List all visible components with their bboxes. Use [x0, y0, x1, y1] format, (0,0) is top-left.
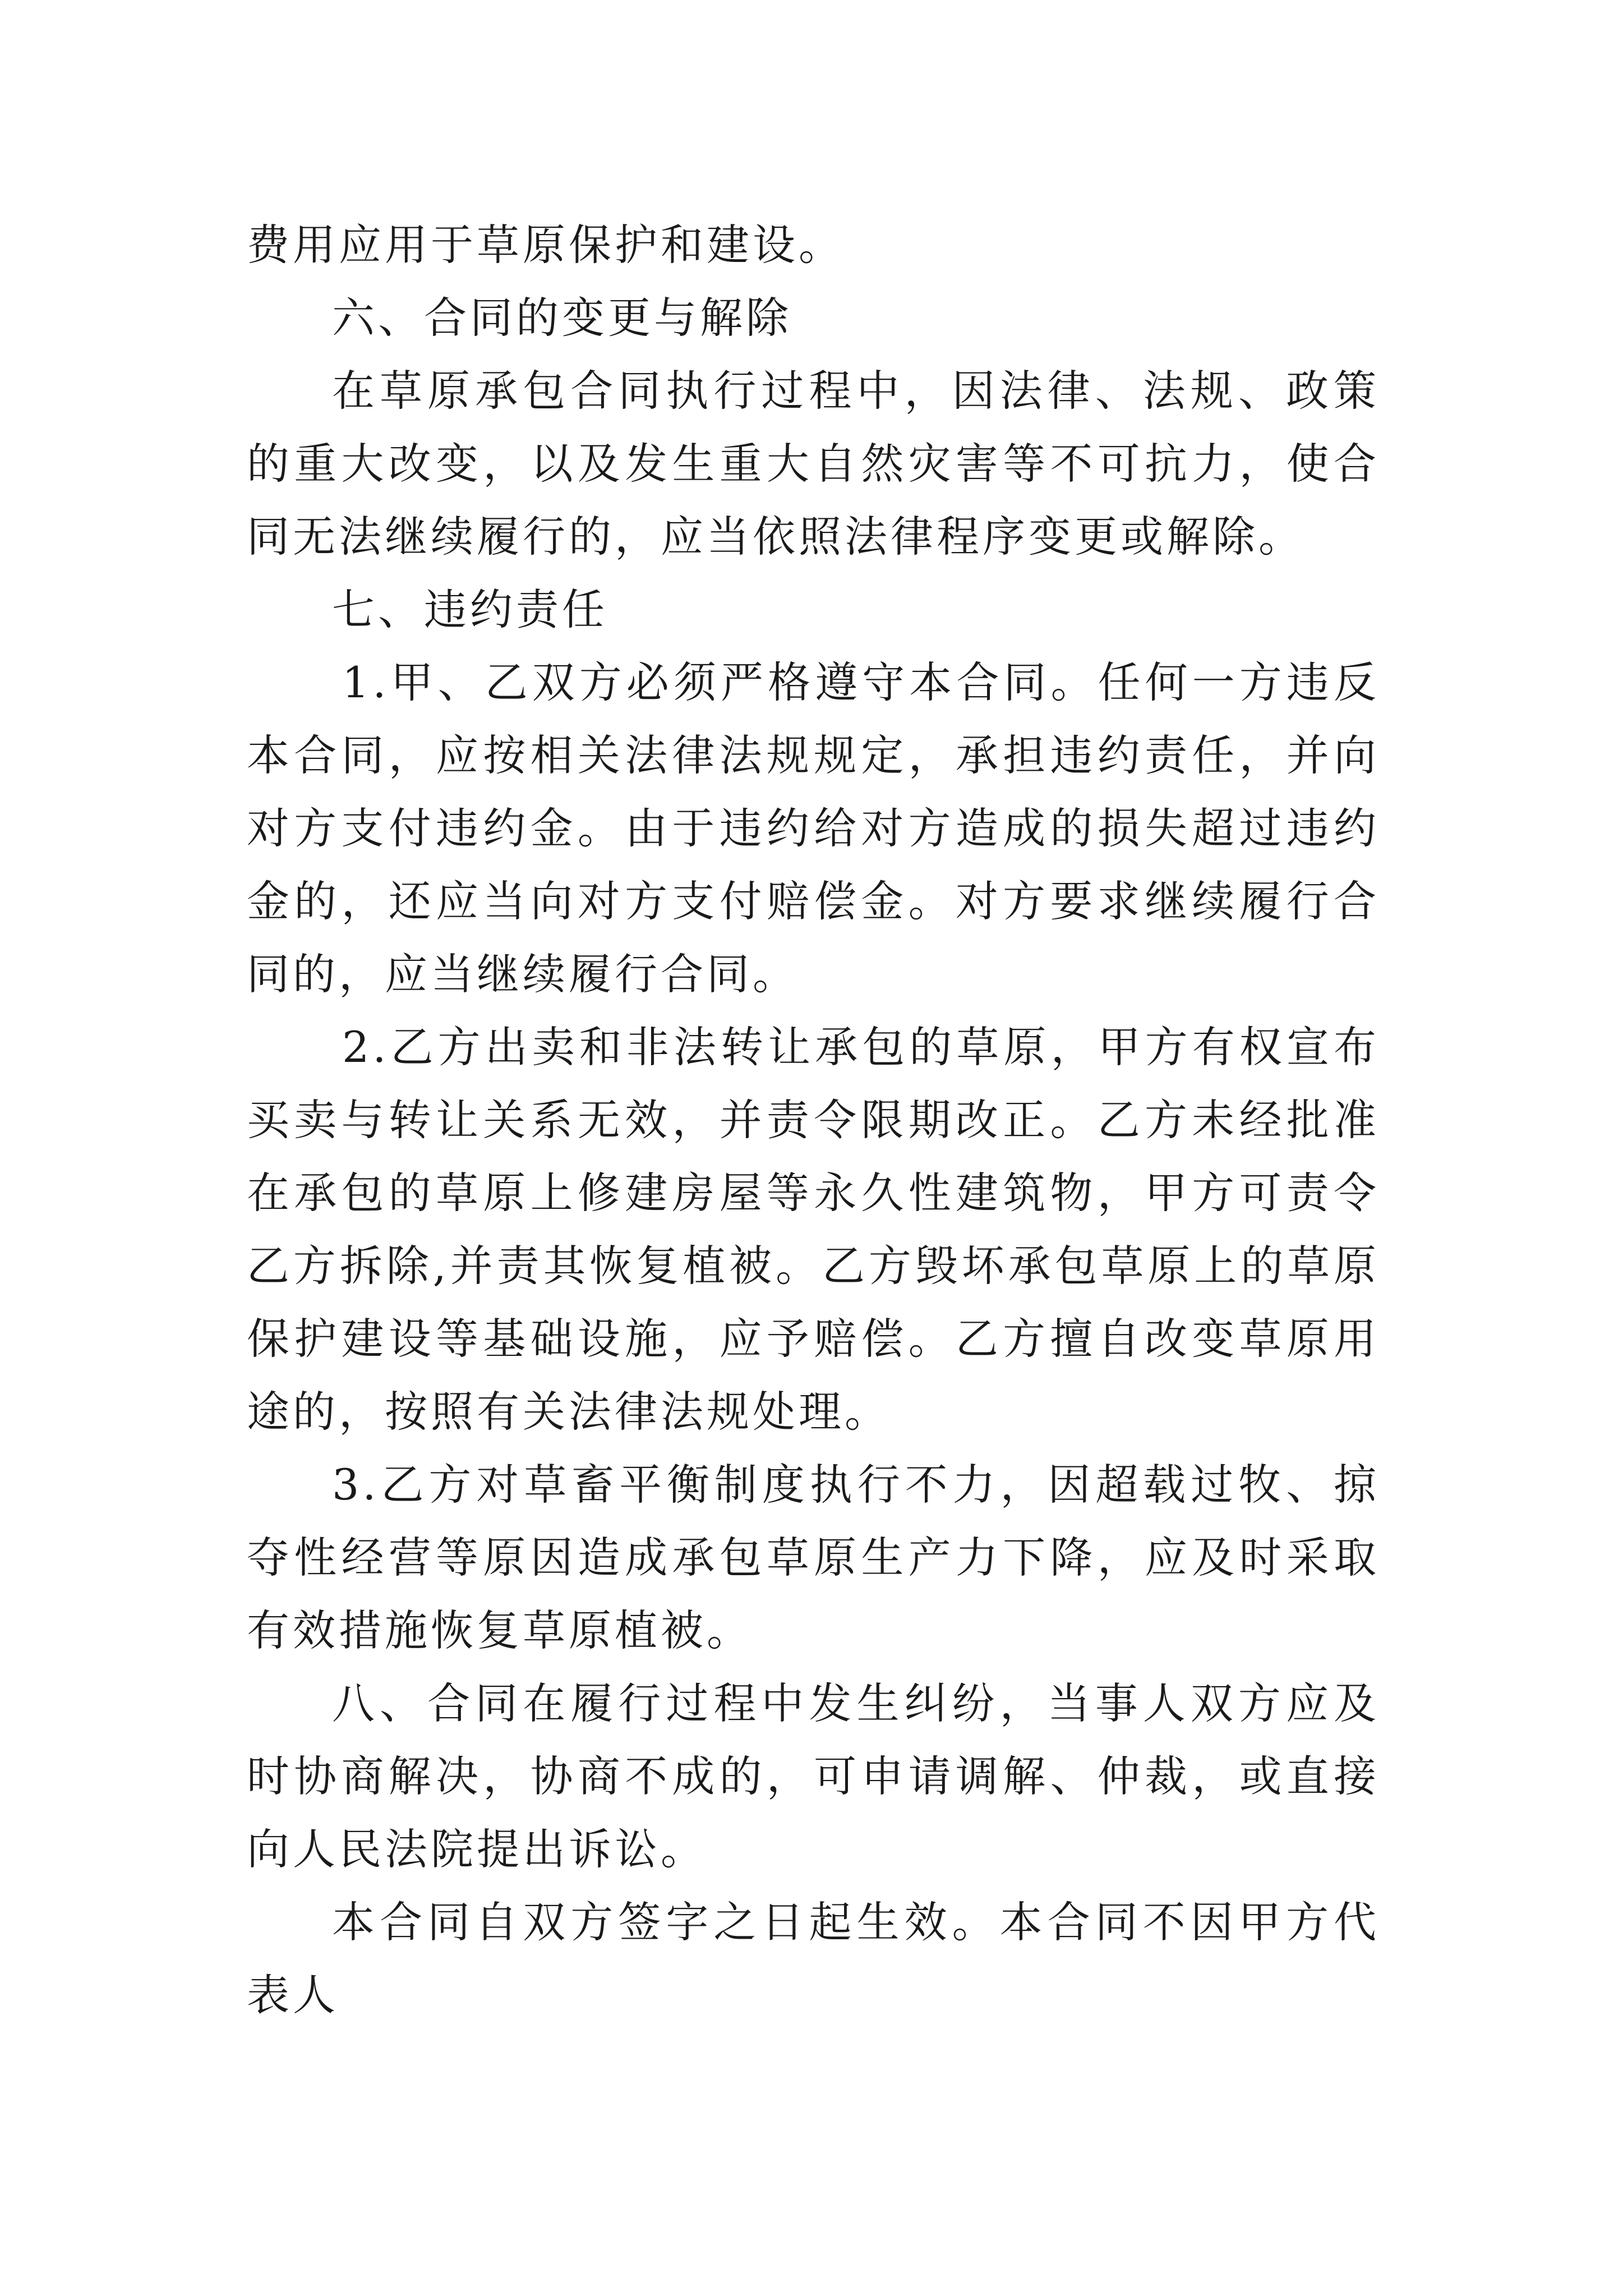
paragraph-effectiveness: 本合同自双方签字之日起生效。本合同不因甲方代表人	[247, 1897, 1380, 2020]
paragraph-continuation: 费用应用于草原保护和建设。	[247, 220, 845, 270]
clause-2: 2.乙方出卖和非法转让承包的草原，甲方有权宣布买卖与转让关系无效，并责令限期改正。乙方未经批准在承包的草原上修建房屋等永久性建筑物，甲方可责令乙方拆除,并责其恢复植被。乙方毁坏承包草原上的草原保护建设等基础设施，应予赔偿。乙方擅自改变草原用途的，按照有关法律法规处理。	[247, 1022, 1380, 1437]
clause-3: 3.乙方对草畜平衡制度执行不力，因超载过牧、掠夺性经营等原因造成承包草原生产力下降，应及时采取有效措施恢复草原植被。	[247, 1460, 1380, 1655]
section-dispute-resolution: 八、合同在履行过程中发生纠纷，当事人双方应及时协商解决，协商不成的，可申请调解、仲裁，或直接向人民法院提出诉讼。	[247, 1678, 1380, 1874]
section-heading-contract-change: 六、合同的变更与解除	[332, 293, 792, 343]
section-heading-liability: 七、违约责任	[332, 585, 608, 634]
paragraph-contract-change: 在草原承包合同执行过程中，因法律、法规、政策的重大改变，以及发生重大自然灾害等不可抗力，使合同无法继续履行的，应当依照法律程序变更或解除。	[247, 366, 1380, 562]
document-body	[247, 209, 1380, 2032]
clause-1: 1.甲、乙双方必须严格遵守本合同。任何一方违反本合同，应按相关法律法规规定，承担违约责任，并向对方支付违约金。由于违约给对方造成的损失超过违约金的，还应当向对方支付赔偿金。对方要求继续履行合同的，应当继续履行合同。	[247, 657, 1380, 999]
